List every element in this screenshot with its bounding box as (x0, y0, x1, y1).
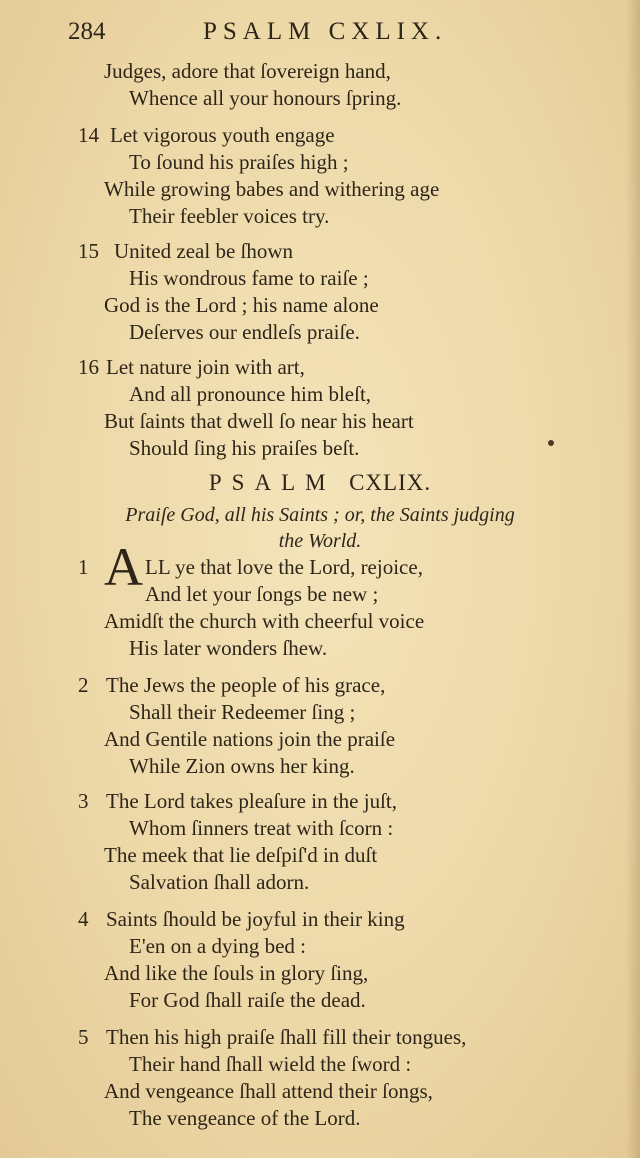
stanza-number: 16 (78, 355, 99, 379)
subtitle-line-1: Praiſe God, all his Saints ; or, the Saints judging (125, 504, 515, 526)
verse-line: Their feebler voices try. (129, 204, 330, 228)
stanza-number: 14 (78, 123, 99, 147)
verse-line: And all pronounce him bleſt, (129, 382, 372, 406)
verse-line: 16 Let nature join with art, (78, 355, 305, 379)
verse-line: The vengeance of the Lord. (129, 1106, 361, 1130)
verse-line: Judges, adore that ſovereign hand, (104, 59, 391, 83)
stanza-14 (0, 122, 640, 230)
verse-line: The meek that lie deſpiſ'd in duſt (104, 843, 378, 867)
verse-line: Whence all your honours ſpring. (129, 86, 402, 110)
subtitle-line-2: the World. (278, 530, 362, 552)
verse-line: 14 Let vigorous youth engage (78, 123, 335, 147)
verse-line: 3 The Lord takes pleaſure in the juſt, (78, 789, 397, 813)
stanza-number: 2 (78, 673, 89, 697)
verse-line: Salvation ſhall adorn. (129, 870, 310, 894)
psalm-heading-numeral: CXLIX. (349, 470, 432, 495)
verse-line: His wondrous fame to raiſe ; (129, 266, 369, 290)
verse-line: E'en on a dying bed : (129, 934, 306, 958)
verse-line: While growing babes and withering age (104, 177, 440, 201)
verse-line: 4 Saints ſhould be joyful in their king (78, 907, 405, 931)
verse-line: 1 A LL ye that love the Lord, rejoice, (78, 537, 423, 597)
verse-line: Their hand ſhall wield the ſword : (129, 1052, 412, 1076)
verse-line: His later wonders ſhew. (129, 636, 328, 660)
stanza-15 (0, 238, 640, 346)
stanza-number: 4 (78, 907, 89, 931)
psalm-heading-word: PSALM (208, 470, 336, 495)
stanza-number: 1 (78, 555, 89, 579)
verse-line: 5 Then his high praiſe ſhall fill their tongues, (78, 1025, 467, 1049)
verse-line: But ſaints that dwell ſo near his heart (104, 409, 414, 433)
verse-line: Shall their Redeemer ſing ; (129, 700, 356, 724)
verse-line: Should ſing his praiſes beſt. (129, 436, 360, 460)
running-header (68, 18, 548, 52)
verse-line: And Gentile nations join the praiſe (104, 727, 396, 751)
stanza-5 (0, 1024, 640, 1132)
verse-line: While Zion owns her king. (129, 754, 355, 778)
verse-line: For God ſhall raiſe the dead. (129, 988, 366, 1012)
verse-line: To ſound his praiſes high ; (129, 150, 349, 174)
stanza-3 (0, 788, 640, 896)
running-title: PSALM CXLIX. (203, 18, 448, 45)
page-number: 284 (68, 18, 106, 45)
verse-line: 15 United zeal be ſhown (78, 239, 294, 263)
continuation-lines (0, 58, 640, 112)
verse-line: God is the Lord ; his name alone (104, 293, 379, 317)
verse-line: And vengeance ſhall attend their ſongs, (104, 1079, 433, 1103)
stanza-number: 15 (78, 239, 99, 263)
verse-line: And let your ſongs be new ; (145, 582, 379, 606)
verse-line: 2 The Jews the people of his grace, (78, 673, 386, 697)
psalm-subtitle (0, 502, 640, 554)
stanza-16 (0, 354, 640, 462)
ink-spot (548, 440, 554, 446)
stanza-2 (0, 672, 640, 780)
stanza-4 (0, 906, 640, 1014)
verse-line: Amidſt the church with cheerful voice (104, 609, 425, 633)
verse-line: Deſerves our endleſs praiſe. (129, 320, 360, 344)
stanza-number: 3 (78, 789, 89, 813)
drop-capital: A (104, 537, 143, 597)
verse-line: Whom ſinners treat with ſcorn : (129, 816, 394, 840)
psalm-heading (0, 470, 640, 496)
stanza-number: 5 (78, 1025, 89, 1049)
verse-line: And like the ſouls in glory ſing, (104, 961, 369, 985)
